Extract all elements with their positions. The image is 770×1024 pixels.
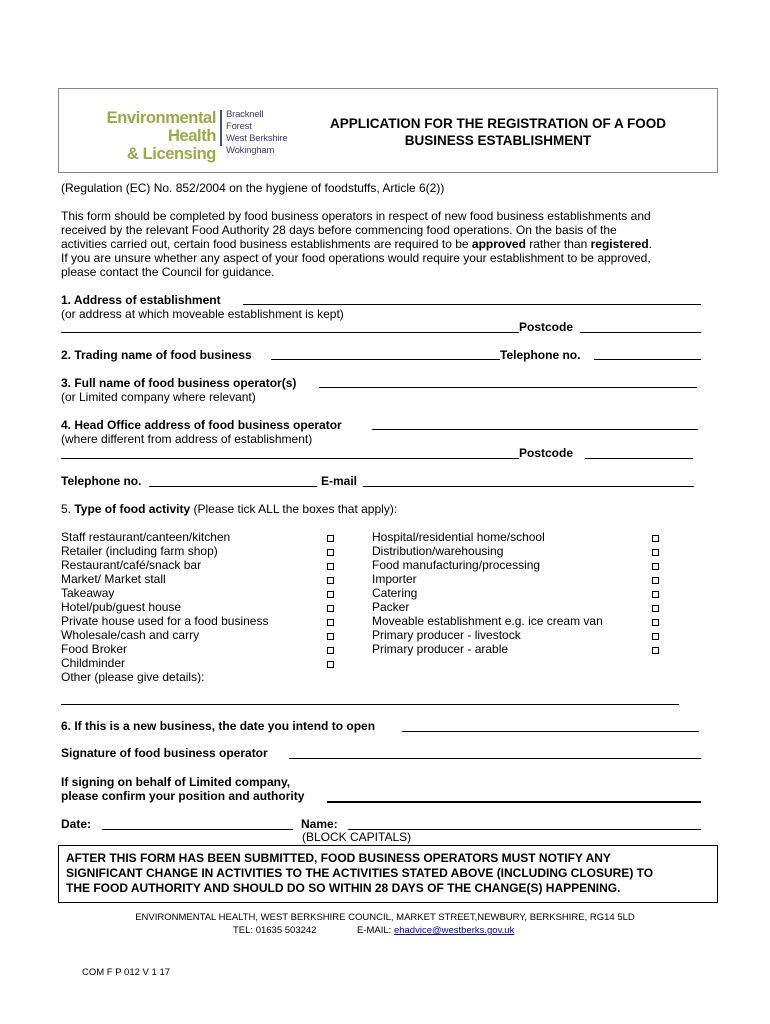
logo-text: Environmental Health & Licensing: [106, 109, 216, 163]
activity-right-checkbox-1[interactable]: [652, 549, 659, 556]
footer-email-link[interactable]: ehadvice@westberks.gov.uk: [393, 925, 515, 936]
notice-text: AFTER THIS FORM HAS BEEN SUBMITTED, FOOD BUSINESS OPERATORS MUST NOTIFY ANY SIGNIFICANT CHANGE IN ACTIVITIES TO THE ACTIVITIES STATED ABOVE (INCLUDING CLOSURE) TO THE FOOD AUTHORITY AND SHOULD DO SO WITHIN 28 DAYS OF THE CHANGE(S) HAPPENING.: [66, 851, 654, 895]
activity-left-label-6: Private house used for a food business: [61, 614, 269, 628]
q5-other-label: Other (please give details):: [61, 670, 205, 684]
q4-telephone-field[interactable]: [149, 486, 317, 487]
q4-head-office-field[interactable]: [372, 429, 698, 430]
activity-right-label-7: Primary producer - livestock: [372, 628, 521, 642]
activity-right-label-6: Moveable establishment e.g. ice cream van: [372, 614, 603, 628]
q1-address-field[interactable]: [243, 304, 701, 305]
activity-left-checkbox-1[interactable]: [327, 549, 334, 556]
q5-other-details-field[interactable]: [61, 704, 679, 705]
q4-label: 4. Head Office address of food business operator: [61, 418, 342, 432]
company-line1: If signing on behalf of Limited company,: [61, 775, 291, 789]
q4-postcode-field[interactable]: [585, 458, 693, 459]
activity-left-label-8: Food Broker: [61, 642, 128, 656]
activity-right-label-2: Food manufacturing/processing: [372, 558, 541, 572]
activity-left-checkbox-5[interactable]: [327, 605, 334, 612]
intro-paragraph: This form should be completed by food business operators in respect of new food business establishments and received by the relevant Food Authority 28 days before commencing food operations. On the basis of the activities carried out, certain food business establishments are required to be approved rather than registered. If you are unsure whether any aspect of your food operations would require your establishment to be approved, please contact the Council for guidance.: [61, 209, 652, 279]
date-label: Date:: [61, 817, 92, 831]
company-line2: please confirm your position and authority: [61, 789, 305, 803]
activity-left-checkbox-6[interactable]: [327, 619, 334, 626]
q3-note: (or Limited company where relevant): [61, 390, 256, 404]
company-position-field[interactable]: [327, 801, 701, 803]
q1-note: (or address at which moveable establishment is kept): [61, 307, 344, 321]
activity-left-checkbox-9[interactable]: [327, 661, 334, 668]
logo-divider: [220, 110, 222, 146]
activity-right-checkbox-8[interactable]: [652, 647, 659, 654]
footer-address: ENVIRONMENTAL HEALTH, WEST BERKSHIRE COUNCIL, MARKET STREET,NEWBURY, BERKSHIRE, RG14 5LD: [135, 912, 635, 923]
q3-label: 3. Full name of food business operator(s): [61, 376, 297, 390]
q4-postcode-label: Postcode: [519, 446, 574, 460]
q2-label: 2. Trading name of food business: [61, 348, 252, 362]
activity-right-checkbox-7[interactable]: [652, 633, 659, 640]
q4-email-field[interactable]: [363, 486, 694, 487]
activity-right-label-5: Packer: [372, 600, 410, 614]
activity-left-label-4: Takeaway: [61, 586, 115, 600]
logo-councils: Bracknell Forest West Berkshire Wokingham: [226, 109, 288, 156]
q1-postcode-field[interactable]: [580, 332, 701, 333]
activity-left-label-5: Hotel/pub/guest house: [61, 600, 182, 614]
q3-operator-name-field[interactable]: [319, 387, 697, 388]
q2-telephone-label: Telephone no.: [500, 348, 581, 362]
block-capitals-note: (BLOCK CAPITALS): [302, 830, 412, 844]
activity-right-label-3: Importer: [372, 572, 417, 586]
activity-left-checkbox-7[interactable]: [327, 633, 334, 640]
date-field[interactable]: [102, 829, 293, 830]
activity-right-label-0: Hospital/residential home/school: [372, 530, 545, 544]
activity-right-checkbox-2[interactable]: [652, 563, 659, 570]
activity-right-checkbox-4[interactable]: [652, 591, 659, 598]
q1-postcode-label: Postcode: [519, 320, 574, 334]
activity-left-label-1: Retailer (including farm shop): [61, 544, 218, 558]
activity-right-label-4: Catering: [372, 586, 418, 600]
activity-left-label-3: Market/ Market stall: [61, 572, 166, 586]
activity-left-checkbox-0[interactable]: [327, 535, 334, 542]
form-title: APPLICATION FOR THE REGISTRATION OF A FOOD BUSINESS ESTABLISHMENT: [330, 116, 666, 148]
activity-left-label-2: Restaurant/café/snack bar: [61, 558, 202, 572]
activity-right-checkbox-3[interactable]: [652, 577, 659, 584]
regulation-text: (Regulation (EC) No. 852/2004 on the hygiene of foodstuffs, Article 6(2)): [61, 181, 445, 195]
q4-address-field-2[interactable]: [61, 458, 519, 459]
activity-left-label-7: Wholesale/cash and carry: [61, 628, 200, 642]
activity-left-checkbox-4[interactable]: [327, 591, 334, 598]
activity-right-checkbox-0[interactable]: [652, 535, 659, 542]
q1-address-field-2[interactable]: [61, 332, 519, 333]
signature-field[interactable]: [289, 758, 701, 759]
signature-label: Signature of food business operator: [61, 746, 268, 760]
q4-email-label: E-mail: [321, 474, 358, 488]
activity-right-checkbox-6[interactable]: [652, 619, 659, 626]
q4-telephone-label: Telephone no.: [61, 474, 142, 488]
council-logo: [78, 109, 288, 163]
activity-left-label-9: Childminder: [61, 656, 126, 670]
q1-label: 1. Address of establishment: [61, 293, 221, 307]
name-label: Name:: [301, 817, 338, 831]
q5-label: 5. Type of food activity (Please tick ALL the boxes that apply):: [61, 502, 398, 516]
q6-open-date-field[interactable]: [402, 731, 699, 732]
q6-label: 6. If this is a new business, the date you intend to open: [61, 719, 376, 733]
q2-trading-name-field[interactable]: [271, 359, 500, 360]
form-code: COM F P 012 V 1 17: [82, 967, 171, 978]
footer-email: E-MAIL: ehadvice@westberks.gov.uk: [357, 925, 515, 936]
footer-tel: TEL: 01635 503242: [233, 925, 317, 936]
activity-left-checkbox-8[interactable]: [327, 647, 334, 654]
q2-telephone-field[interactable]: [594, 359, 701, 360]
activity-left-checkbox-2[interactable]: [327, 563, 334, 570]
q4-note: (where different from address of establishment): [61, 432, 313, 446]
activity-right-label-8: Primary producer - arable: [372, 642, 509, 656]
activity-left-checkbox-3[interactable]: [327, 577, 334, 584]
activity-right-checkbox-5[interactable]: [652, 605, 659, 612]
activity-right-label-1: Distribution/warehousing: [372, 544, 504, 558]
activity-left-label-0: Staff restaurant/canteen/kitchen: [61, 530, 231, 544]
